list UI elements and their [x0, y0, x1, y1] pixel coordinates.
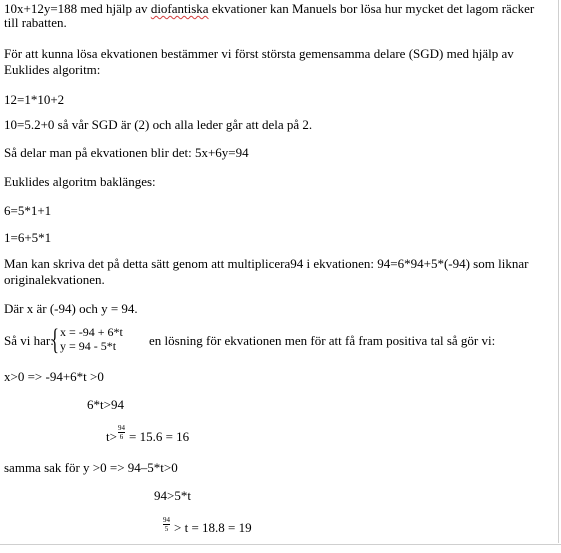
equation-3: Så delar man på ekvationen blir det: 5x+6y=94: [4, 145, 249, 160]
backwards-title: Euklides algoritm baklänges:: [4, 174, 156, 189]
system-lead: Så vi har:: [4, 333, 54, 348]
fraction-94-5: [163, 516, 170, 533]
system-row-2: y = 94 - 5*t: [60, 339, 117, 353]
fraction-denominator: 5: [164, 525, 169, 533]
spellcheck-word: diofantiska: [150, 1, 209, 16]
inequality-2: 6*t>94: [87, 397, 124, 412]
where-line: Där x är (-94) och y = 94.: [4, 301, 138, 316]
paragraph-2-line-1: Man kan skriva det på detta sätt genom att multiplicera94 i ekvationen: 94=6*94+5*(-94) som liknar: [4, 256, 529, 271]
system-brace: {: [51, 323, 59, 356]
fraction-numerator: 94: [118, 424, 125, 432]
equation-2: 10=5.2+0 så vår SGD är (2) och alla leder går att dela på 2.: [4, 117, 313, 132]
paragraph-1-line-1: För att kunna lösa ekvationen bestämmer vi först största gemensamma delare (SGD) med hjälp av: [4, 46, 514, 61]
system-tail: en lösning för ekvationen men för att få fram positiva tal så gör vi:: [149, 333, 496, 348]
paragraph-1-line-2: Euklides algoritm:: [4, 62, 101, 77]
intro-line-1: [4, 1, 534, 16]
fraction-numerator: 94: [163, 516, 170, 524]
inequality-3-lhs: t>: [106, 429, 117, 444]
inequality-5-result: > t = 18.8 = 19: [174, 520, 252, 535]
equation-4: 6=5*1+1: [4, 203, 52, 218]
inequality-4: 94>5*t: [154, 488, 191, 503]
intro-text-a: 10x+12y=188 med hjälp av: [4, 1, 151, 16]
same-for-y-line: samma sak för y >0 => 94–5*t>0: [4, 460, 178, 475]
equation-1: 12=1*10+2: [4, 92, 65, 107]
fraction-94-6: [118, 424, 125, 441]
page-border-right: [558, 0, 559, 543]
fraction-denominator: 6: [119, 433, 124, 441]
intro-line-2: till rabatten.: [4, 15, 67, 30]
paragraph-2-line-2: originalekvationen.: [4, 272, 105, 287]
intro-text-b: ekvationer kan Manuels bor lösa hur mycket det lagom räcker: [208, 1, 535, 16]
equation-5: 1=6+5*1: [4, 230, 52, 245]
inequality-1: x>0 => -94+6*t >0: [4, 369, 104, 384]
page-border-bottom: [0, 544, 561, 545]
inequality-3-result: = 15.6 = 16: [129, 429, 190, 444]
inequality-3: [106, 429, 117, 444]
system-row-1: x = -94 + 6*t: [60, 325, 123, 339]
